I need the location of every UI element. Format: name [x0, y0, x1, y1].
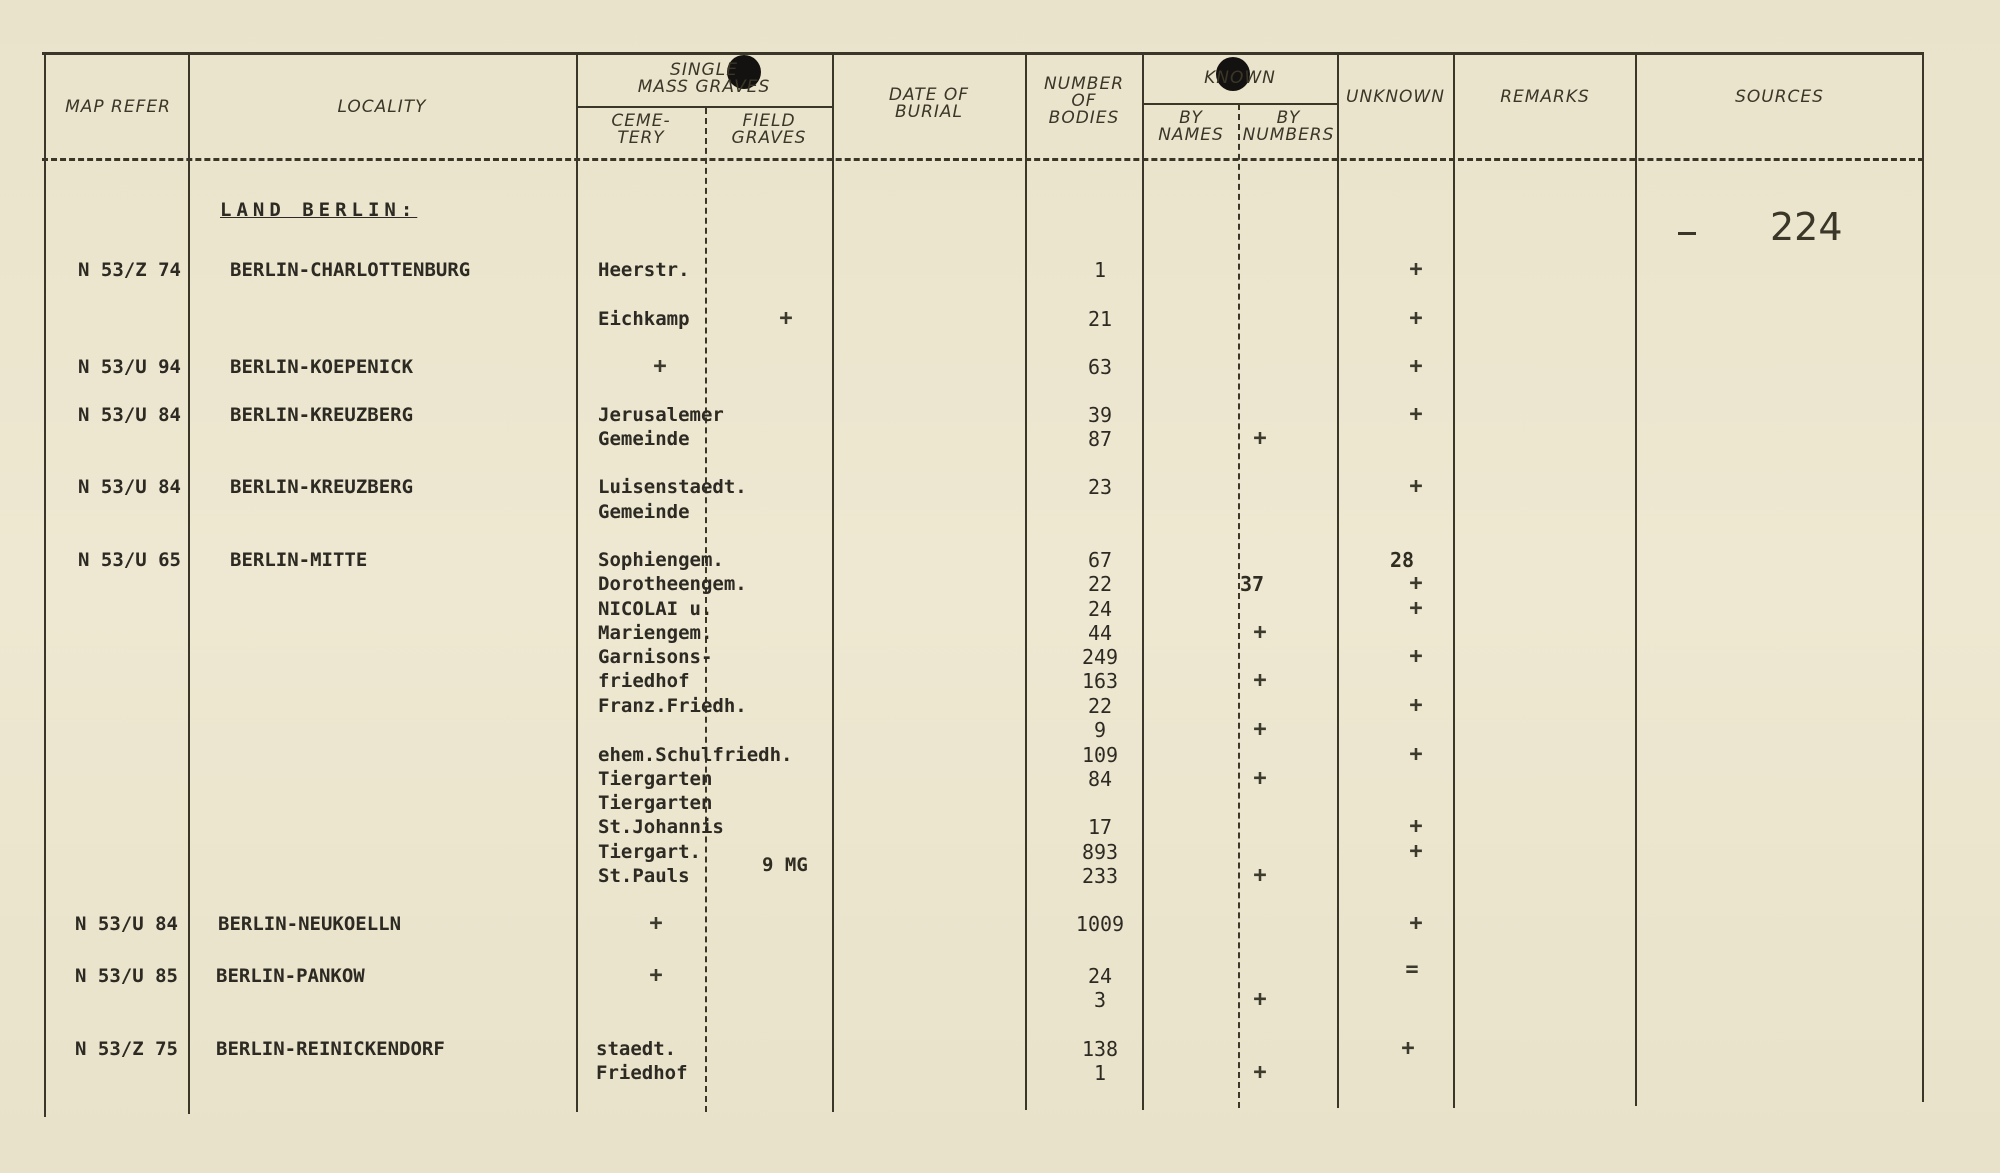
header-date-of-burial: DATE OF BURIAL: [888, 85, 970, 122]
header-known: KNOWN: [1204, 68, 1276, 88]
cross-mark: +: [653, 354, 667, 379]
cross-mark: +: [1409, 354, 1423, 379]
col-divider: [832, 52, 834, 1112]
col-divider: [1142, 52, 1144, 1110]
cemetery-name: Gemeinde: [598, 428, 690, 450]
cross-mark: +: [1253, 766, 1267, 791]
cemetery-name: Friedhof: [596, 1062, 688, 1084]
cross-mark: +: [1253, 717, 1267, 742]
unknown-count: 28: [1390, 548, 1415, 572]
header-by-numbers: BY NUMBERS: [1242, 108, 1335, 145]
body-count: 44: [1087, 621, 1113, 645]
col-divider: [1025, 52, 1027, 1110]
cemetery-name: Tiergart.: [598, 841, 701, 863]
body-count: 3: [1093, 988, 1107, 1012]
cemetery-name: NICOLAI u.: [598, 598, 713, 620]
col-divider: [44, 52, 46, 1117]
body-count: 63: [1087, 355, 1113, 379]
cemetery-name: Franz.Friedh.: [598, 695, 747, 717]
cemetery-name: Tiergarten: [598, 792, 713, 814]
map-ref: N 53/Z 74: [78, 259, 181, 281]
header-bottom-line: [42, 158, 1924, 161]
source-dash-mark: [1678, 232, 1696, 235]
map-ref: N 53/U 84: [78, 476, 181, 498]
cemetery-name: staedt.: [596, 1038, 677, 1060]
map-ref: N 53/U 94: [78, 356, 181, 378]
cross-mark: +: [1253, 620, 1267, 645]
body-count: 17: [1087, 815, 1113, 839]
cross-mark: +: [1409, 402, 1423, 427]
cross-mark: +: [1409, 306, 1423, 331]
col-divider: [1238, 104, 1240, 1108]
body-count: 84: [1087, 767, 1113, 791]
cross-mark: +: [1409, 911, 1423, 936]
cemetery-name: Gemeinde: [598, 501, 690, 523]
body-count: 163: [1081, 669, 1119, 693]
body-count: 22: [1087, 572, 1113, 596]
cemetery-name: friedhof: [598, 670, 690, 692]
source-number: 224: [1770, 205, 1843, 249]
cross-mark: +: [1253, 426, 1267, 451]
known-by-numbers-count: 37: [1240, 572, 1265, 596]
cross-mark: +: [1409, 474, 1423, 499]
cemetery-name: Eichkamp: [598, 308, 690, 330]
cross-mark: +: [1409, 644, 1423, 669]
body-count: 23: [1087, 475, 1113, 499]
body-count: 67: [1087, 548, 1113, 572]
cross-mark: +: [1409, 839, 1423, 864]
land-heading: LAND BERLIN:: [220, 199, 418, 221]
body-count: 87: [1087, 427, 1113, 451]
col-divider: [576, 52, 578, 1112]
cross-mark: +: [1253, 987, 1267, 1012]
cross-mark: +: [1409, 814, 1423, 839]
locality: BERLIN-REINICKENDORF: [216, 1038, 445, 1060]
col-divider: [1922, 52, 1924, 1102]
cemetery-name: Dorotheengem.: [598, 573, 747, 595]
body-count: 109: [1081, 743, 1119, 767]
equals-mark: =: [1405, 957, 1419, 982]
body-count: 138: [1081, 1037, 1119, 1061]
header-cemetery: CEME- TERY: [611, 111, 671, 148]
locality: BERLIN-KOEPENICK: [230, 356, 414, 378]
body-count: 233: [1081, 864, 1119, 888]
cemetery-name: Sophiengem.: [598, 549, 724, 571]
locality: BERLIN-KREUZBERG: [230, 404, 414, 426]
header-sources: SOURCES: [1735, 87, 1824, 107]
cross-mark: +: [1409, 693, 1423, 718]
cemetery-name: Heerstr.: [598, 259, 690, 281]
body-count: 39: [1087, 403, 1113, 427]
map-ref: N 53/U 85: [75, 965, 178, 987]
body-count: 1009: [1075, 912, 1125, 936]
header-remarks: REMARKS: [1500, 87, 1590, 107]
header-by-names: BY NAMES: [1158, 108, 1224, 145]
mass-grave-count: 9 MG: [762, 854, 808, 876]
cross-mark: +: [1409, 257, 1423, 282]
col-divider: [188, 52, 190, 1114]
cross-mark: +: [649, 911, 663, 936]
locality: BERLIN-CHARLOTTENBURG: [230, 259, 471, 281]
locality: BERLIN-MITTE: [230, 549, 368, 571]
header-field-graves: FIELD GRAVES: [731, 111, 807, 148]
map-ref: N 53/U 65: [78, 549, 181, 571]
map-ref: N 53/U 84: [75, 913, 178, 935]
body-count: 1: [1093, 1061, 1107, 1085]
subheader-line: [576, 106, 832, 108]
cemetery-name: Mariengem.: [598, 622, 713, 644]
body-count: 21: [1087, 307, 1113, 331]
header-number-of-bodies: NUMBER OF BODIES: [1043, 74, 1125, 128]
cemetery-name: ehem.Schulfriedh.: [598, 744, 793, 766]
cemetery-name: St.Johannis: [598, 816, 724, 838]
cross-mark: +: [779, 306, 793, 331]
locality: BERLIN-KREUZBERG: [230, 476, 414, 498]
header-unknown: UNKNOWN: [1346, 87, 1445, 107]
cemetery-name: Tiergarten: [598, 768, 713, 790]
body-count: 24: [1087, 597, 1113, 621]
col-divider: [1635, 52, 1637, 1106]
locality: BERLIN-PANKOW: [216, 965, 365, 987]
map-ref: N 53/U 84: [78, 404, 181, 426]
col-divider: [1453, 52, 1455, 1108]
cross-mark: +: [1253, 1060, 1267, 1085]
body-count: 22: [1087, 694, 1113, 718]
locality: BERLIN-NEUKOELLN: [218, 913, 402, 935]
frame-top-line: [42, 52, 1924, 55]
body-count: 1: [1093, 258, 1107, 282]
cross-mark: +: [1409, 571, 1423, 596]
cross-mark: +: [1409, 596, 1423, 621]
cross-mark: +: [1253, 668, 1267, 693]
map-ref: N 53/Z 75: [75, 1038, 178, 1060]
body-count: 249: [1081, 645, 1119, 669]
cross-mark: +: [1409, 742, 1423, 767]
col-divider: [1337, 52, 1339, 1108]
cross-mark: +: [1253, 863, 1267, 888]
body-count: 24: [1087, 964, 1113, 988]
cemetery-name: Luisenstaedt.: [598, 476, 747, 498]
cemetery-name: St.Pauls: [598, 865, 690, 887]
body-count: 9: [1093, 718, 1107, 742]
subheader-line: [1142, 103, 1337, 105]
header-map-refer: MAP REFER: [65, 97, 171, 117]
header-single-mass-graves: SINGLE MASS GRAVES: [637, 60, 771, 97]
cemetery-name: Garnisons-: [598, 646, 713, 668]
cross-mark: +: [1401, 1036, 1415, 1061]
body-count: 893: [1081, 840, 1119, 864]
header-locality: LOCALITY: [337, 97, 427, 117]
cemetery-name: Jerusalemer: [598, 404, 724, 426]
cross-mark: +: [649, 963, 663, 988]
